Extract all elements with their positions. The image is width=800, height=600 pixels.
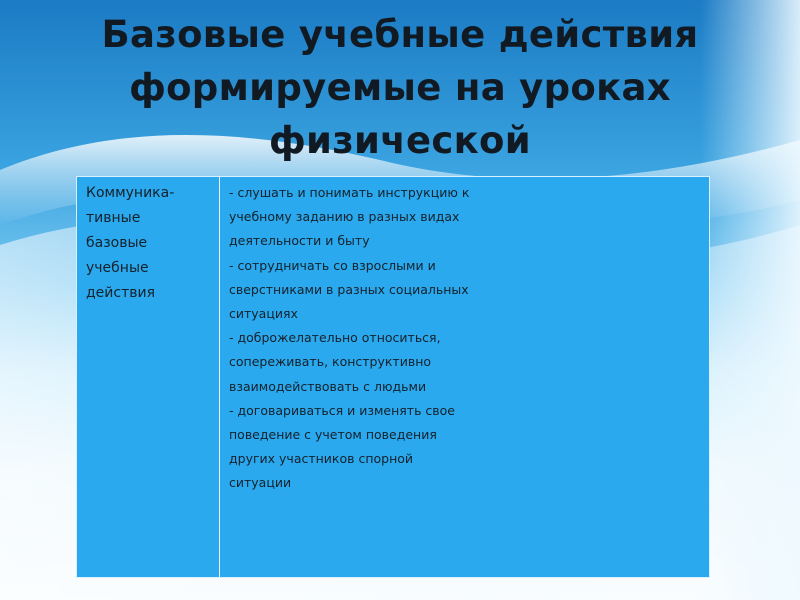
category-label-line: действия bbox=[86, 285, 156, 301]
category-cell bbox=[77, 177, 220, 577]
description-line: сопереживать, конструктивно bbox=[229, 354, 432, 370]
actions-table bbox=[76, 176, 710, 578]
slide-title-line: физической bbox=[269, 119, 531, 162]
category-label-line: тивные bbox=[86, 210, 141, 226]
category-label-line: Коммуника- bbox=[86, 185, 175, 201]
description-line: других участников спорной bbox=[229, 451, 414, 467]
description-line: поведение с учетом поведения bbox=[229, 427, 437, 443]
description-line: - сотрудничать со взрослыми и bbox=[229, 257, 436, 273]
slide-title-line: формируемые на уроках bbox=[129, 66, 671, 109]
description-line: сверстниками в разных социальных bbox=[229, 281, 469, 297]
slide-title bbox=[40, 8, 760, 167]
description-line: - доброжелательно относиться, bbox=[229, 330, 441, 346]
category-label-line: учебные bbox=[86, 260, 149, 276]
description-line: учебному заданию в разных видах bbox=[229, 209, 460, 225]
slide-title-line: Базовые учебные действия bbox=[101, 13, 699, 56]
description-line: - договариваться и изменять свое bbox=[229, 402, 455, 418]
description-line: взаимодействовать с людьми bbox=[229, 378, 427, 394]
description-cell bbox=[220, 177, 709, 577]
description-line: деятельности и быту bbox=[229, 233, 370, 249]
description-line: - слушать и понимать инструкцию к bbox=[229, 185, 470, 200]
description-line: ситуациях bbox=[229, 306, 298, 322]
description-line: ситуации bbox=[229, 475, 292, 491]
category-label-line: базовые bbox=[86, 235, 148, 251]
